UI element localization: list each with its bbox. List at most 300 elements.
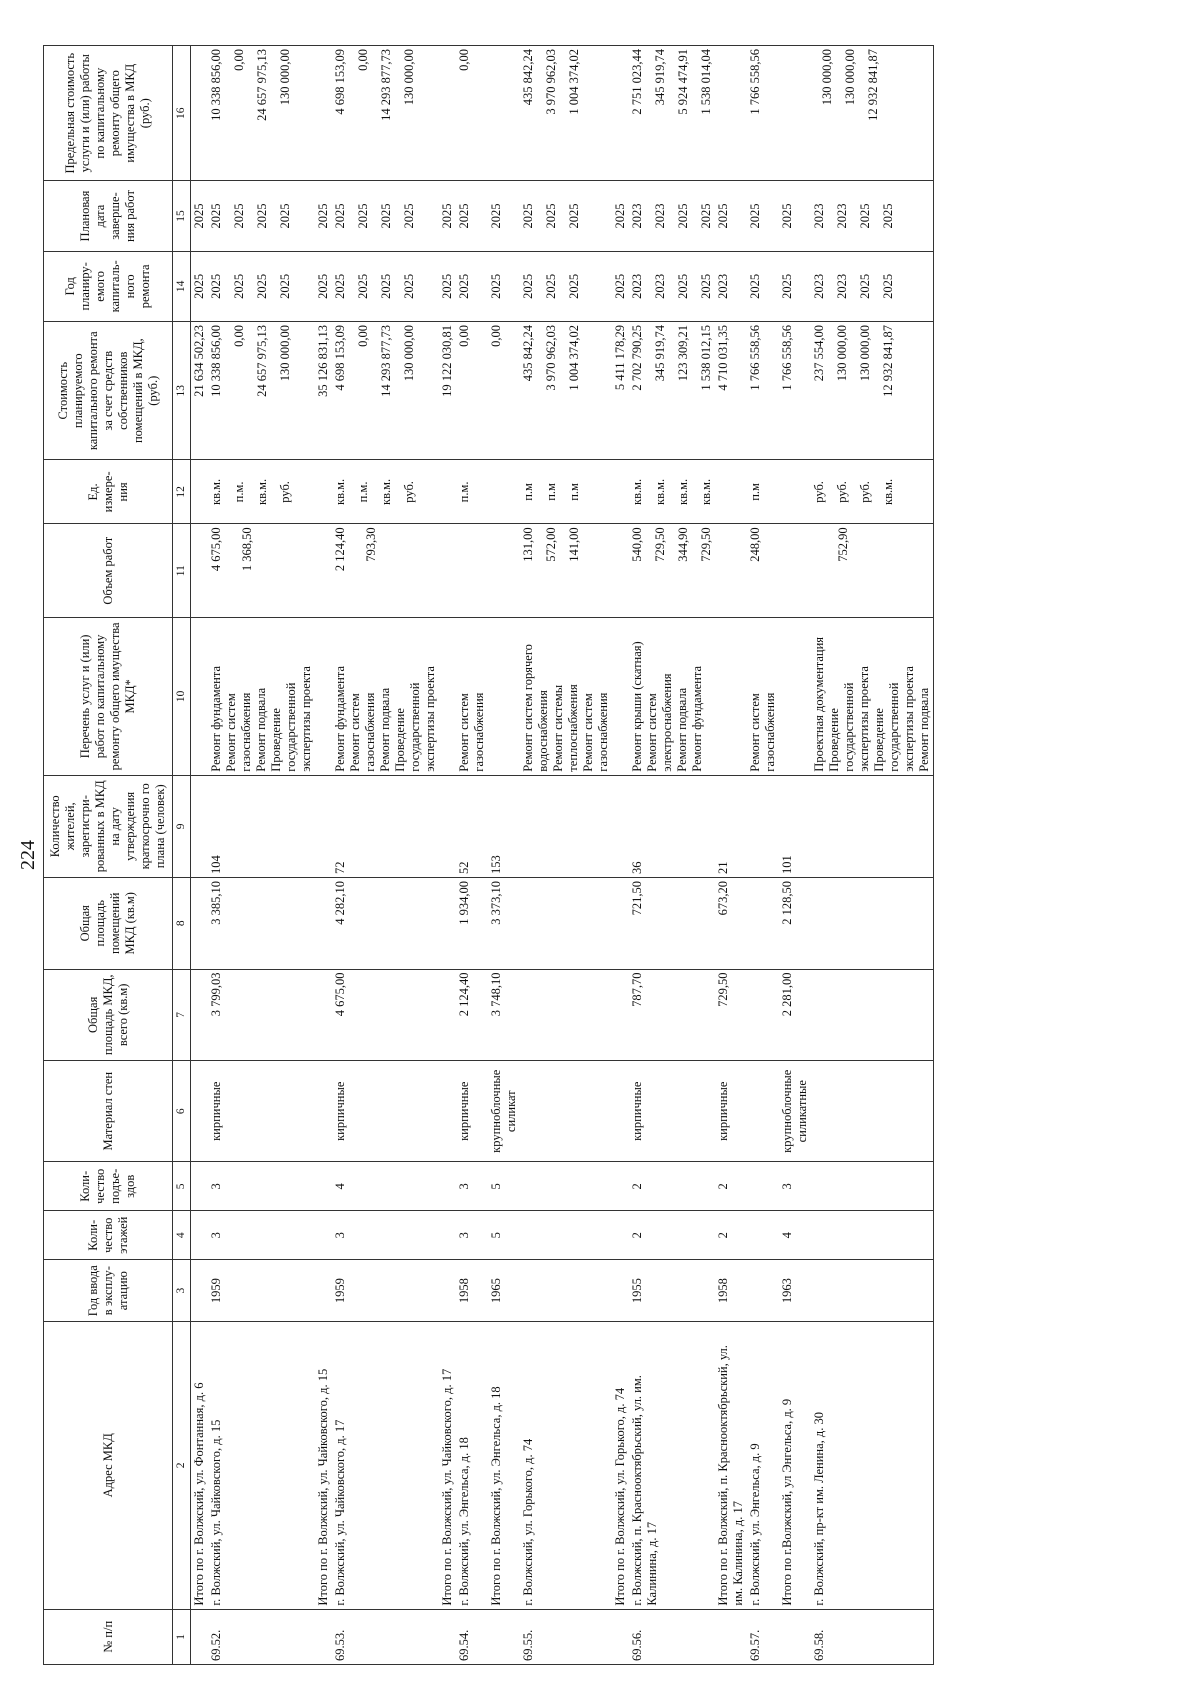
wall-material-text: кирпичные [209,1081,223,1141]
column-number: 1 [173,1609,191,1664]
wall-material-text: кирпичные [333,1081,347,1141]
total-year: 2025 [780,273,794,299]
residents [747,775,779,877]
column-number: 3 [173,1260,191,1322]
work-end-year: 2025 [278,203,292,229]
column-header: Общая площадь МКД, всего (кв.м) [44,969,173,1061]
total-cost: 35 126 831,13 [316,324,330,397]
entrances [779,1162,811,1211]
works-list [208,618,315,776]
address-text: г. Волжский, ул. Энгельса, д. 9 [748,1443,762,1606]
year-built-text: 1958 [457,1278,471,1304]
total-year: 2025 [489,273,503,299]
work-unit: п.м. [232,481,246,503]
year-built [747,1260,779,1322]
column-header: Объем работ [44,524,173,618]
work-volume: 540,00 [630,527,644,562]
column-header: Количество жителей, зарегистри-рованных в МКД на дату утверждения краткосрочно го плана (человек) [44,775,173,877]
entrances [811,1162,934,1211]
row-number [520,1609,612,1664]
capital-repair-years [315,251,332,321]
wall-material [612,1061,629,1162]
total-area-text: 3 799,03 [209,972,223,1017]
address [208,1322,315,1610]
work-limit: 130 000,00 [843,49,857,106]
column-header: Стоимость планируемого капитального ремонта за счет средств собственников помещений в МКД, (руб.) [44,321,173,459]
year-built [811,1260,934,1322]
year-built-text: 1959 [333,1278,347,1304]
work-cost: 0,00 [457,324,471,347]
work-volume: 572,00 [544,527,558,562]
row-number-text: 69.55. [521,1629,535,1661]
total-end-year: 2025 [613,203,627,229]
total-area [315,969,332,1061]
row-number [191,1609,209,1664]
residents [439,775,456,877]
column-number: 11 [173,524,191,618]
year-built [715,1260,747,1322]
total-cost: 5 411 178,29 [613,324,627,391]
column-header: Материал стен [44,1061,173,1162]
work-units [191,460,209,524]
work-end-year: 2025 [356,203,370,229]
total-area [629,969,715,1061]
column-header: Предельная стоимость услуги и (или) работы по капитальному ремонту общего имущества в МКД (руб.) [44,46,173,181]
table-row [779,46,811,1665]
total-area [779,969,811,1061]
row-number [779,1609,811,1664]
residents [715,775,747,877]
column-header: Год планиру-емого капиталь-ного ремонта [44,251,173,321]
work-end-year: 2025 [402,203,416,229]
floors [315,1211,332,1260]
limit-costs [520,46,612,181]
work-volumes [332,524,439,618]
entrances-text: 2 [716,1183,730,1190]
year-built [208,1260,315,1322]
work-cost: 130 000,00 [835,324,849,382]
work-units [811,460,934,524]
entrances-text: 3 [209,1183,223,1190]
wall-material-text: кирпичные [716,1081,730,1141]
row-number [439,1609,456,1664]
completion-years [488,181,520,251]
work-unit: кв.м. [379,478,393,505]
entrances-text: 5 [489,1183,503,1190]
column-header: Ед. измере-ния [44,460,173,524]
address-text: Итого по г. Волжский, п. Краснооктябрьский, ул. им. Калинина, д. 17 [716,1345,745,1606]
row-number [629,1609,715,1664]
work-limit: 130 000,00 [278,49,292,106]
work-name: Ремонт систем газоснабжения [224,692,253,772]
floors [439,1211,456,1260]
total-cost: 21 634 502,23 [192,324,206,397]
completion-years [191,181,209,251]
total-end-year: 2025 [489,203,503,229]
work-unit: руб. [835,481,849,503]
work-limit: 24 657 975,13 [255,49,269,121]
work-end-year: 2025 [676,203,690,229]
table-body [191,46,934,1665]
capital-repair-years [811,251,934,321]
address-text: г. Волжский, ул. Горького, д. 74 [521,1438,535,1606]
total-area [332,969,439,1061]
residents-text: 72 [333,861,347,874]
work-name: Проведение государственной экспертизы проекта [827,666,871,772]
work-limit: 3 970 962,03 [544,49,558,115]
work-year: 2025 [457,273,471,299]
work-cost: 14 293 877,73 [379,324,393,397]
residents [779,775,811,877]
work-cost: 10 338 856,00 [209,324,223,397]
year-built [456,1260,488,1322]
column-header: Перечень услуг и (или) работ по капитальному ремонту общего имущества МКД* [44,618,173,776]
total-area [208,969,315,1061]
residents-text: 104 [209,855,223,874]
row-number [315,1609,332,1664]
floors [612,1211,629,1260]
work-limit: 0,00 [356,49,370,71]
limit-costs [715,46,747,181]
residents-text: 36 [630,861,644,874]
work-limit: 1 004 374,02 [567,49,581,115]
row-number-text: 69.57. [748,1629,762,1661]
row-number [488,1609,520,1664]
capital-repair-years [488,251,520,321]
wall-material [488,1061,520,1162]
wall-material [747,1061,779,1162]
work-cost: 130 000,00 [402,324,416,382]
residents [456,775,488,877]
total-area-text: 2 281,00 [780,972,794,1017]
work-costs [456,321,488,459]
work-end-year: 2025 [521,203,535,229]
address-text: г. Волжский, ул. Чайковского, д. 15 [209,1419,223,1606]
total-year: 2025 [192,273,206,299]
floors-text: 3 [457,1232,471,1239]
work-unit: кв.м. [881,478,895,505]
work-cost: 1 004 374,02 [567,324,581,391]
work-unit: кв.м. [209,478,223,505]
work-cost: 1 538 012,15 [699,324,713,391]
work-limit: 130 000,00 [402,49,416,106]
table-row [520,46,612,1665]
entrances [456,1162,488,1211]
column-number: 13 [173,321,191,459]
address [439,1322,456,1610]
address-text: г. Волжский, пр-кт им. Ленина, д. 30 [812,1411,826,1606]
work-end-year: 2025 [858,203,872,229]
work-volume: 131,00 [521,527,535,562]
address [629,1322,715,1610]
work-name: Ремонт системы теплоснабжения [551,684,580,772]
works-list [747,618,779,776]
total-area-text: 3 748,10 [489,972,503,1017]
floors-text: 2 [630,1232,644,1239]
premises-area-text: 1 934,00 [457,880,471,925]
residents [612,775,629,877]
column-number: 2 [173,1322,191,1610]
work-year: 2025 [544,273,558,299]
work-costs [191,321,209,459]
work-units [439,460,456,524]
work-cost: 435 842,24 [521,324,535,382]
total-end-year: 2025 [192,203,206,229]
work-name: Проведение государственной экспертизы проекта [393,666,437,772]
residents [811,775,934,877]
repair-plan-table [43,45,934,1665]
residents-text: 52 [457,861,471,874]
work-end-year: 2023 [812,203,826,229]
capital-repair-years [779,251,811,321]
work-volumes [191,524,209,618]
work-limit: 4 698 153,09 [333,49,347,115]
completion-years [332,181,439,251]
table-row [488,46,520,1665]
address-text: Итого по г. Волжский, ул. Энгельса, д. 18 [489,1386,503,1606]
total-area-text: 729,50 [716,972,730,1007]
work-units [488,460,520,524]
work-units [747,460,779,524]
address-text: г. Волжский, п. Краснооктябрьский, ул. им. Калинина, д. 17 [630,1375,659,1606]
table-row [439,46,456,1665]
year-built [332,1260,439,1322]
work-end-year: 2023 [835,203,849,229]
work-unit: кв.м. [333,478,347,505]
table-row [456,46,488,1665]
year-built-text: 1955 [630,1278,644,1304]
work-year: 2023 [835,273,849,299]
column-number: 12 [173,460,191,524]
completion-years [811,181,934,251]
capital-repair-years [715,251,747,321]
entrances [332,1162,439,1211]
entrances [520,1162,612,1211]
address-text: Итого по г. Волжский, ул. Фонтанная, д. 6 [192,1382,206,1606]
table-row [715,46,747,1665]
work-volumes [488,524,520,618]
work-volume: 248,00 [748,527,762,562]
wall-material-text: крупноблочные силикатные [780,1069,809,1153]
row-number-text: 69.52. [209,1629,223,1661]
row-number [456,1609,488,1664]
year-built [439,1260,456,1322]
work-cost: 4 698 153,09 [333,324,347,391]
table-row [629,46,715,1665]
entrances [439,1162,456,1211]
floors [191,1211,209,1260]
capital-repair-years [208,251,315,321]
work-volumes [456,524,488,618]
work-cost: 237 554,00 [812,324,826,382]
work-end-year: 2025 [748,203,762,229]
limit-costs [315,46,332,181]
premises-area [747,877,779,969]
work-name: Проведение государственной экспертизы проекта [872,666,916,772]
limit-costs [208,46,315,181]
total-year: 2025 [613,273,627,299]
header-number-row [173,46,191,1665]
works-list [779,618,811,776]
entrances [747,1162,779,1211]
work-year: 2025 [209,273,223,299]
limit-costs [191,46,209,181]
address-text: г. Волжский, ул. Чайковского, д. 17 [333,1419,347,1606]
work-name: Ремонт систем электроснабжения [645,673,674,772]
wall-material [208,1061,315,1162]
entrances [208,1162,315,1211]
total-area-text: 787,70 [630,972,644,1007]
entrances-text: 2 [630,1183,644,1190]
year-built [191,1260,209,1322]
limit-costs [332,46,439,181]
work-volume: 793,30 [364,527,378,562]
work-end-year: 2025 [544,203,558,229]
work-unit: кв.м. [653,478,667,505]
capital-repair-years [332,251,439,321]
work-units [456,460,488,524]
work-unit: п.м [521,483,535,501]
work-limit: 130 000,00 [820,49,834,106]
completion-years [439,181,456,251]
premises-area [779,877,811,969]
year-built-text: 1959 [209,1278,223,1304]
total-year: 2023 [716,273,730,299]
work-end-year: 2025 [333,203,347,229]
premises-area [520,877,612,969]
entrances [612,1162,629,1211]
total-year: 2025 [316,273,330,299]
work-year: 2025 [333,273,347,299]
work-year: 2025 [676,273,690,299]
work-volume: 4 675,00 [209,527,223,572]
year-built [629,1260,715,1322]
premises-area [612,877,629,969]
total-end-year: 2025 [780,203,794,229]
floors [488,1211,520,1260]
work-costs [629,321,715,459]
wall-material-text: крупноблочные силикат [489,1069,518,1153]
residents [208,775,315,877]
address [315,1322,332,1610]
table-row [811,46,934,1665]
entrances-text: 4 [333,1183,347,1190]
capital-repair-years [629,251,715,321]
row-number [612,1609,629,1664]
work-end-year: 2023 [630,203,644,229]
address [811,1322,934,1610]
completion-years [715,181,747,251]
works-list [439,618,456,776]
work-year: 2025 [278,273,292,299]
residents [332,775,439,877]
premises-area [811,877,934,969]
year-built [612,1260,629,1322]
total-area [191,969,209,1061]
work-volume: 729,50 [699,527,713,562]
year-built [315,1260,332,1322]
wall-material [315,1061,332,1162]
total-area [715,969,747,1061]
work-unit: кв.м. [699,478,713,505]
work-units [779,460,811,524]
work-costs [488,321,520,459]
work-costs [747,321,779,459]
total-end-year: 2025 [716,203,730,229]
total-end-year: 2025 [316,203,330,229]
address [612,1322,629,1610]
work-volumes [520,524,612,618]
work-year: 2025 [255,273,269,299]
address [488,1322,520,1610]
work-cost: 0,00 [232,324,246,347]
wall-material-text: кирпичные [457,1081,471,1141]
address [715,1322,747,1610]
work-year: 2025 [232,273,246,299]
premises-area-text: 4 282,10 [333,880,347,925]
work-unit: п.м. [356,481,370,503]
floors-text: 3 [209,1232,223,1239]
premises-area [315,877,332,969]
wall-material [332,1061,439,1162]
column-number: 6 [173,1061,191,1162]
works-list [456,618,488,776]
work-volumes [629,524,715,618]
work-costs [779,321,811,459]
total-area [612,969,629,1061]
premises-area [629,877,715,969]
work-limit: 0,00 [232,49,246,71]
total-cost: 19 122 030,81 [440,324,454,397]
total-area [456,969,488,1061]
work-name: Ремонт подвала [254,687,268,772]
works-list [488,618,520,776]
work-unit: руб. [812,481,826,503]
work-name: Ремонт подвала [675,687,689,772]
work-units [332,460,439,524]
wall-material [629,1061,715,1162]
limit-costs [747,46,779,181]
header-row [44,46,173,1665]
capital-repair-years [439,251,456,321]
work-name: Проведение государственной экспертизы проекта [269,666,313,772]
work-volumes [612,524,629,618]
premises-area [439,877,456,969]
work-units [520,460,612,524]
work-end-year: 2025 [255,203,269,229]
row-number-text: 69.56. [630,1629,644,1661]
work-unit: п.м. [457,481,471,503]
works-list [811,618,934,776]
work-units [629,460,715,524]
work-name: Ремонт подвала [917,687,931,772]
works-list [629,618,715,776]
work-costs [439,321,456,459]
limit-costs [629,46,715,181]
address [520,1322,612,1610]
work-volume: 1 368,50 [240,527,254,572]
work-costs [811,321,934,459]
column-header: Год ввода в эксплу-атацию [44,1260,173,1322]
total-cost: 1 766 558,56 [780,324,794,391]
entrances [191,1162,209,1211]
works-list [191,618,209,776]
work-units [208,460,315,524]
column-number: 4 [173,1211,191,1260]
premises-area-text: 673,20 [716,880,730,916]
completion-years [779,181,811,251]
work-unit: руб. [278,481,292,503]
